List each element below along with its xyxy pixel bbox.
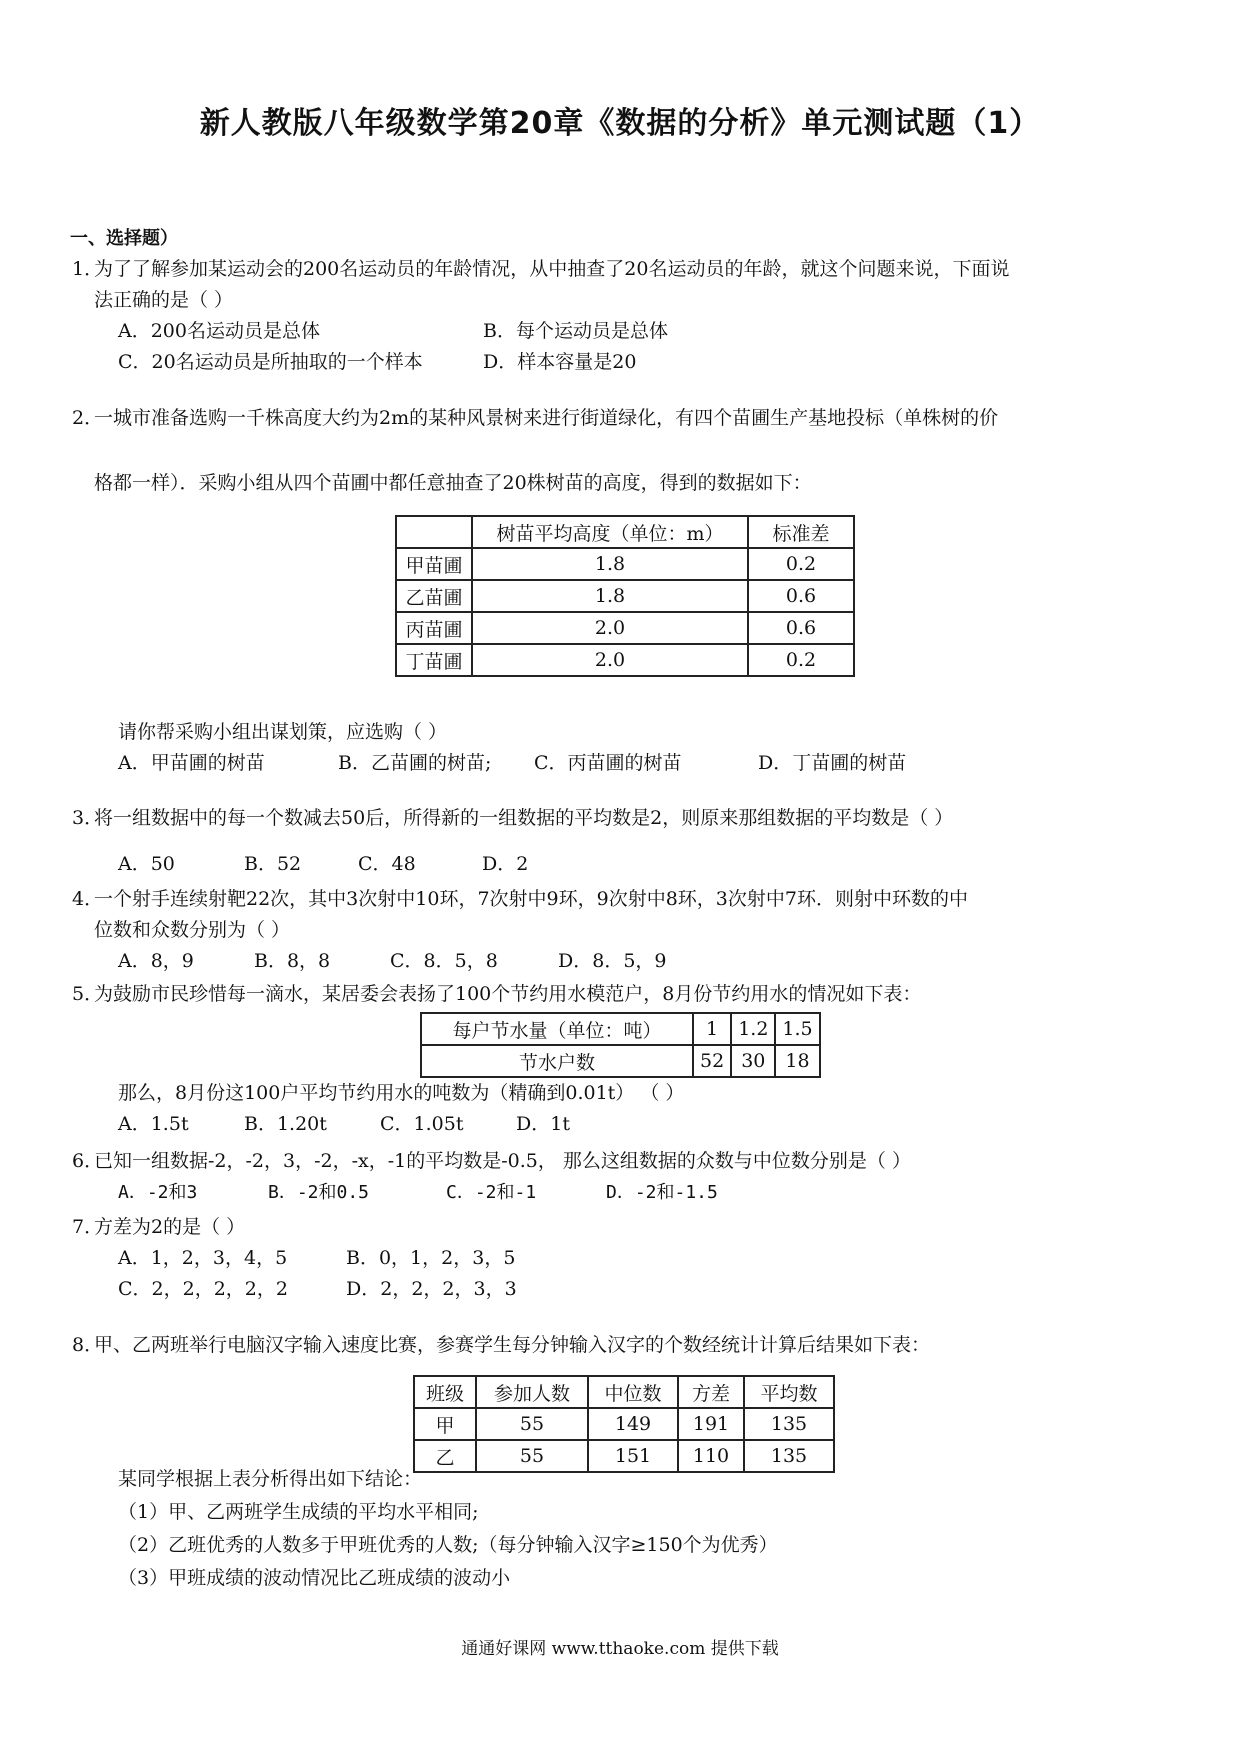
question-7 xyxy=(72,1212,1182,1305)
question-5 xyxy=(72,979,1182,1010)
conclusion-intro: 某同学根据上表分析得出如下结论： xyxy=(118,1468,423,1490)
question-number: 5． xyxy=(72,983,104,1005)
table-cell: 135 xyxy=(744,1440,834,1472)
table-header-cell xyxy=(396,516,472,548)
table-cell: 0.6 xyxy=(748,580,854,612)
nursery-table xyxy=(395,515,855,677)
option-b: B．0，1，2，3，5 xyxy=(346,1247,516,1269)
question-text: 为了了解参加某运动会的200名运动员的年龄情况，从中抽查了20名运动员的年龄，就这个问题来说，下面说 xyxy=(94,258,1010,280)
table-cell: 52 xyxy=(693,1045,731,1077)
table-cell: 135 xyxy=(744,1408,834,1440)
option-c: C．20名运动员是所抽取的一个样本 xyxy=(118,351,423,373)
table-row xyxy=(414,1408,834,1440)
option-d: D．样本容量是20 xyxy=(483,351,637,373)
option-b: B．每个运动员是总体 xyxy=(483,320,668,342)
question-number: 3． xyxy=(72,807,104,829)
table-cell: 乙 xyxy=(414,1440,476,1472)
conclusion-3: （3）甲班成绩的波动情况比乙班成绩的波动小 xyxy=(118,1567,511,1589)
option-d: D．1t xyxy=(516,1113,570,1135)
option-b: B．1.20t xyxy=(244,1113,327,1135)
question-3 xyxy=(72,803,1182,834)
table-cell: 丙苗圃 xyxy=(396,612,472,644)
option-b: B．52 xyxy=(244,853,302,875)
table-cell: 每户节水量（单位：吨） xyxy=(421,1013,693,1045)
option-c: C．丙苗圃的树苗 xyxy=(534,752,682,774)
question-8 xyxy=(72,1330,1182,1361)
table-row xyxy=(421,1045,820,1077)
options-row xyxy=(72,347,1182,378)
table-cell: 30 xyxy=(731,1045,775,1077)
question-text-cont: 格都一样）．采购小组从四个苗圃中都任意抽查了20株树苗的高度，得到的数据如下： xyxy=(94,472,812,494)
options-row xyxy=(72,1243,1182,1274)
table-header-row xyxy=(414,1376,834,1408)
table-cell: 55 xyxy=(476,1408,588,1440)
option-c: C．1.05t xyxy=(380,1113,464,1135)
option-a: A．1，2，3，4，5 xyxy=(118,1247,288,1269)
option-b: B．8，8 xyxy=(254,950,331,972)
table-header-row xyxy=(396,516,854,548)
question-8-conclusions xyxy=(72,1463,1182,1595)
question-4 xyxy=(72,884,1182,977)
table-cell: 191 xyxy=(678,1408,744,1440)
option-b: B．-2和0.5 xyxy=(268,1182,370,1203)
options-row xyxy=(72,748,1182,779)
question-text: 一个射手连续射靶22次，其中3次射中10环，7次射中9环，9次射中8环，3次射中7环．则射中环数的中 xyxy=(94,888,968,910)
question-ask: 那么，8月份这100户平均节约用水的吨数为（精确到0.01t） （ ） xyxy=(118,1082,685,1104)
option-d: D．2，2，2，3，3 xyxy=(346,1278,517,1300)
options-row xyxy=(72,946,1182,977)
table-row xyxy=(396,644,854,676)
option-a: A．甲苗圃的树苗 xyxy=(118,752,265,774)
question-ask: 请你帮采购小组出谋划策，应选购（ ） xyxy=(118,721,448,743)
table-row xyxy=(396,548,854,580)
table-cell: 0.2 xyxy=(748,644,854,676)
question-2 xyxy=(72,403,1182,434)
question-number: 8． xyxy=(72,1334,104,1356)
options-row xyxy=(72,1177,1182,1208)
water-saving-table xyxy=(420,1012,821,1078)
table-cell: 149 xyxy=(588,1408,678,1440)
page-footer: 通通好课网 www.tthaoke.com 提供下载 xyxy=(461,1639,779,1659)
table-cell: 1.5 xyxy=(775,1013,819,1045)
option-a: A．200名运动员是总体 xyxy=(118,320,320,342)
typing-contest-table xyxy=(413,1375,835,1473)
option-c: C．-2和-1 xyxy=(446,1182,537,1203)
option-d: D．8．5，9 xyxy=(558,950,667,972)
option-d: D．-2和-1.5 xyxy=(606,1182,718,1203)
question-6 xyxy=(72,1146,1182,1208)
table-cell: 18 xyxy=(775,1045,819,1077)
table-cell: 甲 xyxy=(414,1408,476,1440)
options-row xyxy=(72,1109,1182,1140)
option-d: D．2 xyxy=(482,853,529,875)
question-number: 6． xyxy=(72,1150,104,1172)
question-text: 一城市准备选购一千株高度大约为2m的某种风景树来进行街道绿化，有四个苗圃生产基地投标（单株树的价 xyxy=(94,407,999,429)
table-cell: 乙苗圃 xyxy=(396,580,472,612)
table-cell: 1.2 xyxy=(731,1013,775,1045)
option-a: A．1.5t xyxy=(118,1113,189,1135)
table-cell: 1.8 xyxy=(472,580,748,612)
question-number: 1． xyxy=(72,258,104,280)
table-cell: 151 xyxy=(588,1440,678,1472)
question-text-cont: 法正确的是（ ） xyxy=(94,289,234,311)
page-title: 新人教版八年级数学第20章《数据的分析》单元测试题（1） xyxy=(199,106,1041,141)
option-c: C．8．5，8 xyxy=(390,950,498,972)
option-a: A．50 xyxy=(118,853,175,875)
question-number: 7． xyxy=(72,1216,104,1238)
question-text: 为鼓励市民珍惜每一滴水，某居委会表扬了100个节约用水模范户，8月份节约用水的情况如下表： xyxy=(94,983,922,1005)
table-cell: 55 xyxy=(476,1440,588,1472)
question-number: 2． xyxy=(72,407,104,429)
question-2-ask xyxy=(72,717,1182,779)
table-header-cell: 树苗平均高度（单位：m） xyxy=(472,516,748,548)
table-cell: 110 xyxy=(678,1440,744,1472)
table-header-cell: 班级 xyxy=(414,1376,476,1408)
question-text: 甲、乙两班举行电脑汉字输入速度比赛，参赛学生每分钟输入汉字的个数经统计计算后结果如下表： xyxy=(94,1334,931,1356)
table-cell: 甲苗圃 xyxy=(396,548,472,580)
option-a: A．-2和3 xyxy=(118,1182,198,1203)
table-cell: 2.0 xyxy=(472,644,748,676)
table-cell: 1 xyxy=(693,1013,731,1045)
table-cell: 0.2 xyxy=(748,548,854,580)
question-3-options xyxy=(72,849,1182,880)
question-number: 4． xyxy=(72,888,104,910)
table-cell: 节水户数 xyxy=(421,1045,693,1077)
question-text: 已知一组数据-2，-2，3，-2，-x，-1的平均数是-0.5， 那么这组数据的众数与中位数分别是（ ） xyxy=(94,1150,911,1172)
option-d: D．丁苗圃的树苗 xyxy=(758,752,907,774)
conclusion-2: （2）乙班优秀的人数多于甲班优秀的人数;（每分钟输入汉字≥150个为优秀） xyxy=(118,1534,778,1556)
option-c: C．48 xyxy=(358,853,416,875)
table-header-cell: 方差 xyxy=(678,1376,744,1408)
options-row xyxy=(72,1274,1182,1305)
question-1 xyxy=(72,254,1182,378)
table-row xyxy=(421,1013,820,1045)
question-2-cont xyxy=(72,468,1182,499)
table-cell: 1.8 xyxy=(472,548,748,580)
table-header-cell: 中位数 xyxy=(588,1376,678,1408)
table-cell: 2.0 xyxy=(472,612,748,644)
question-text-cont: 位数和众数分别为（ ） xyxy=(94,919,291,941)
option-a: A．8，9 xyxy=(118,950,194,972)
options-row xyxy=(72,316,1182,347)
table-row xyxy=(396,580,854,612)
option-c: C．2，2，2，2，2 xyxy=(118,1278,288,1300)
table-header-cell: 标准差 xyxy=(748,516,854,548)
question-5-ask xyxy=(72,1078,1182,1140)
option-b: B．乙苗圃的树苗; xyxy=(338,752,492,774)
question-text: 方差为2的是（ ） xyxy=(94,1216,246,1238)
question-text: 将一组数据中的每一个数减去50后，所得新的一组数据的平均数是2，则原来那组数据的平均数是（ ） xyxy=(94,807,954,829)
table-header-cell: 平均数 xyxy=(744,1376,834,1408)
table-row xyxy=(396,612,854,644)
table-header-cell: 参加人数 xyxy=(476,1376,588,1408)
options-row xyxy=(72,849,1182,880)
section-heading: 一、选择题） xyxy=(70,228,178,249)
table-cell: 丁苗圃 xyxy=(396,644,472,676)
conclusion-1: （1）甲、乙两班学生成绩的平均水平相同; xyxy=(118,1501,479,1523)
table-cell: 0.6 xyxy=(748,612,854,644)
